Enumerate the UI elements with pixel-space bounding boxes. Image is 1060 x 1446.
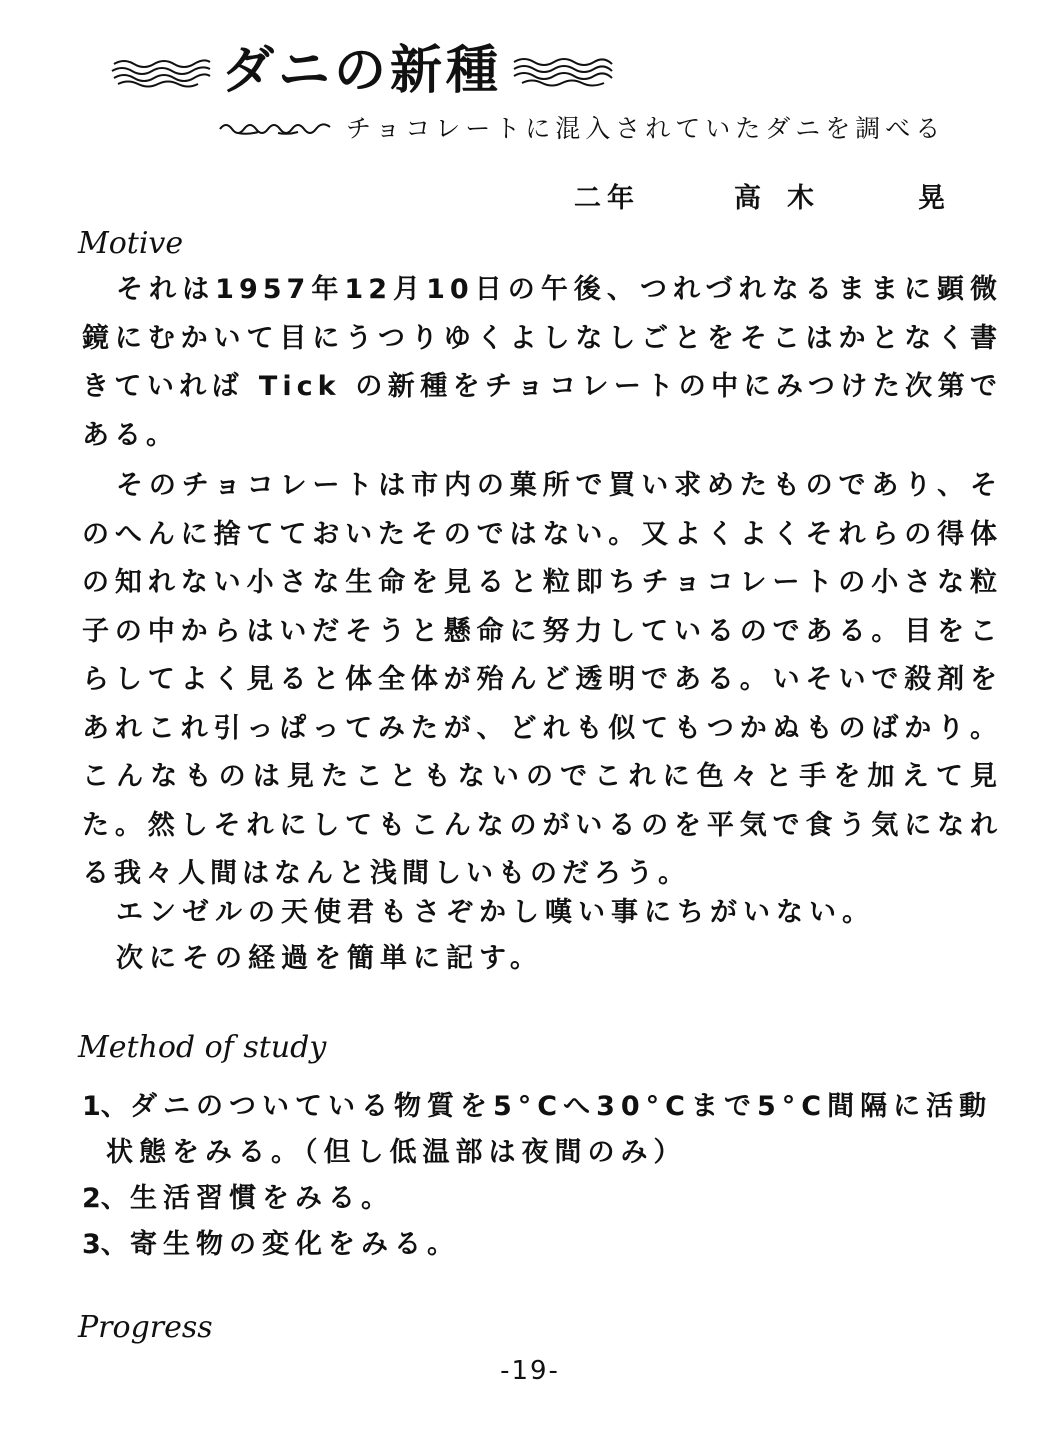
method-item-continuation: 状態をみる。（但し低温部は夜間のみ） [106, 1137, 687, 1168]
method-item-number: 1、 [82, 1091, 128, 1122]
method-item-number: 3、 [82, 1229, 128, 1260]
motive-paragraph-2: そのチョコレートは市内の菓所で買い求めたものであり、そのへんに捨てておいたそのではない。又よくよくそれらの得体の知れない小さな生命を見ると粒即ちチョコレートの小さな粒子の中からはいだそうと懸命に努力しているのである。目をこらしてよく見ると体全体が殆んど透明である。いそいで殺剤をあれこれ引っぱってみたが、どれも似てもつかぬものばかり。こんなものは見たこともないのでこれに色々と手を加えて見た。然しそれにしてもこんなのがいるのを平気で食う気になれる我々人間はなんと浅間しいものだろう。 [82, 470, 1002, 889]
page-title: ダニの新種 [222, 40, 503, 101]
motive-line-1: エンゼルの天使君もさぞかし嘆い事にちがいない。 [116, 897, 875, 928]
page-subtitle: チョコレートに混入されていたダニを調べる [346, 114, 946, 143]
title-block [110, 36, 614, 106]
author-line [574, 176, 984, 216]
method-item-number: 2、 [82, 1183, 128, 1214]
method-item [82, 1176, 1002, 1215]
motive-paragraph-1: それは1957年12月10日の午後、つれづれなるままに顕微鏡にむかいて目にうつりゆくよしなしごとをそこはかとなく書きていれば Tick の新種をチョコレートの中にみつけた次第である。 [82, 274, 1002, 451]
author-given-name: 晃 [918, 183, 945, 214]
method-item [82, 1084, 1002, 1123]
method-item-text: ダニのついている物質を5°Cへ30°Cまで5°C間隔に活動 [130, 1091, 993, 1122]
method-item-text: 生活習慣をみる。 [130, 1183, 394, 1214]
author-grade: 二年 [574, 183, 640, 214]
progress-heading: Progress [78, 1310, 213, 1345]
method-item-text: 寄生物の変化をみる。 [130, 1229, 460, 1260]
method-heading: Method of study [78, 1030, 327, 1065]
method-item [82, 1222, 1002, 1261]
page-number: -19- [500, 1356, 560, 1386]
motive-heading: Motive [78, 226, 184, 261]
subtitle-block [218, 108, 945, 146]
author-family-name: 高木 [734, 183, 840, 214]
motive-line-2: 次にその経過を簡単に記す。 [116, 943, 543, 974]
wave-ornament-left [110, 54, 212, 88]
wave-ornament-right [512, 54, 614, 88]
squiggle-ornament [218, 117, 332, 137]
